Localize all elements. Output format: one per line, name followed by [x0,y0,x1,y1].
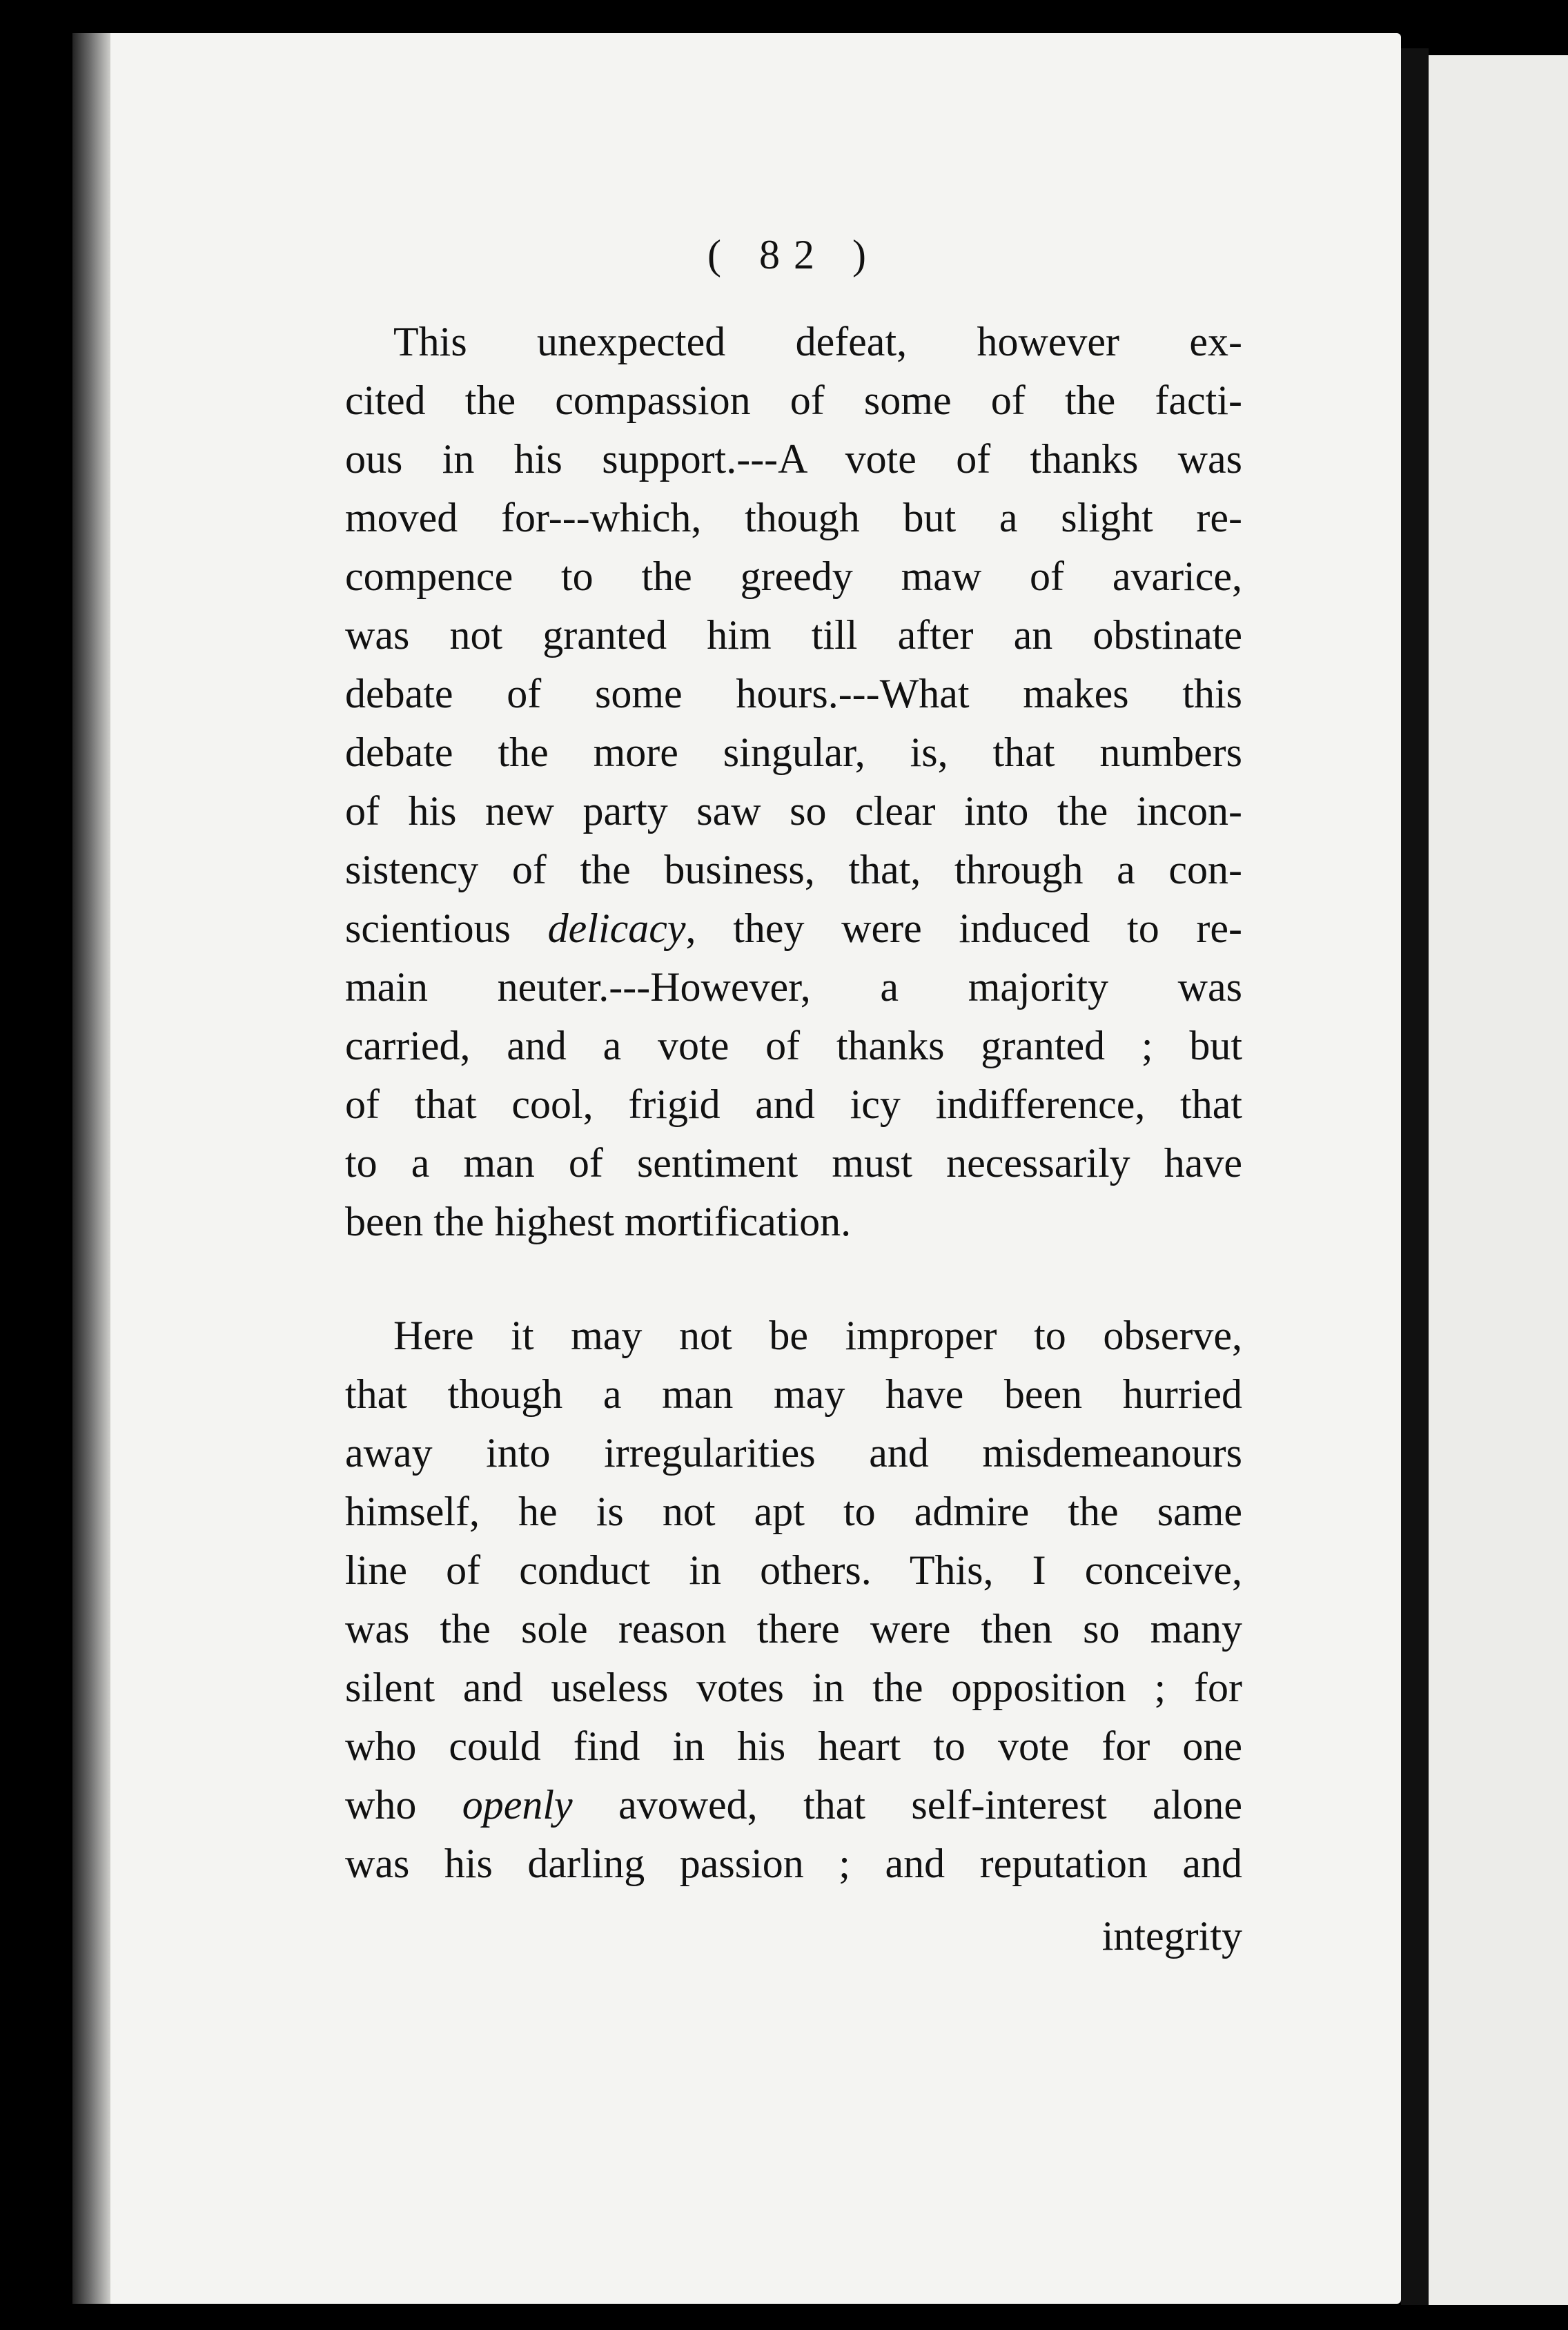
text-line: debate of some hours.---What makes this [345,671,1242,716]
text-line: compence to the greedy maw of avarice, [345,554,1242,599]
page-gutter [1401,48,1429,2305]
text-segment: scientious [345,905,548,951]
text-line: himself, he is not apt to admire the same [345,1489,1242,1534]
text-line: been the highest mortification. [345,1199,852,1244]
text-line: ous in his support.---A vote of thanks was [345,436,1242,482]
italic-word: delicacy [547,905,686,951]
text-line: to a man of sentiment must necessarily have [345,1140,1242,1186]
text-line: moved for---which, though but a slight re- [345,495,1242,540]
text-line: debate the more singular, is, that numbers [345,730,1242,775]
text-line: who could find in his heart to vote for one [345,1723,1242,1769]
italic-word: openly [462,1782,573,1828]
text-line: of his new party saw so clear into the incon- [345,788,1242,834]
spine-shadow [72,33,110,2304]
text-line: sistency of the business, that, through a con- [345,847,1242,892]
text-segment: , they were induced to re- [685,905,1242,951]
text-line: was his darling passion ; and reputation and [345,1841,1242,1886]
text-line: This unexpected defeat, however ex- [393,319,1242,364]
text-segment: avowed, that self-interest alone [572,1782,1242,1828]
text-line: line of conduct in others. This, I conceive, [345,1547,1242,1593]
catchword: integrity [1101,1913,1242,1959]
text-line: silent and useless votes in the opposition ; for [345,1665,1242,1710]
page-number: ( 82 ) [707,232,880,277]
text-line: of that cool, frigid and icy indifference, that [345,1081,1242,1127]
text-segment: who [345,1782,462,1828]
text-line [345,904,1242,952]
text-line: main neuter.---However, a majority was [345,964,1242,1010]
text-line: away into irregularities and misdemeanours [345,1430,1242,1476]
text-line [345,1781,1242,1829]
text-line: that though a man may have been hurried [345,1371,1242,1417]
text-line: Here it may not be improper to observe, [393,1313,1242,1358]
facing-page-edge [1429,55,1568,2305]
text-line: carried, and a vote of thanks granted ; but [345,1023,1242,1068]
text-line: was the sole reason there were then so many [345,1606,1242,1652]
text-line: cited the compassion of some of the facti- [345,378,1242,423]
text-line: was not granted him till after an obstinate [345,612,1242,658]
